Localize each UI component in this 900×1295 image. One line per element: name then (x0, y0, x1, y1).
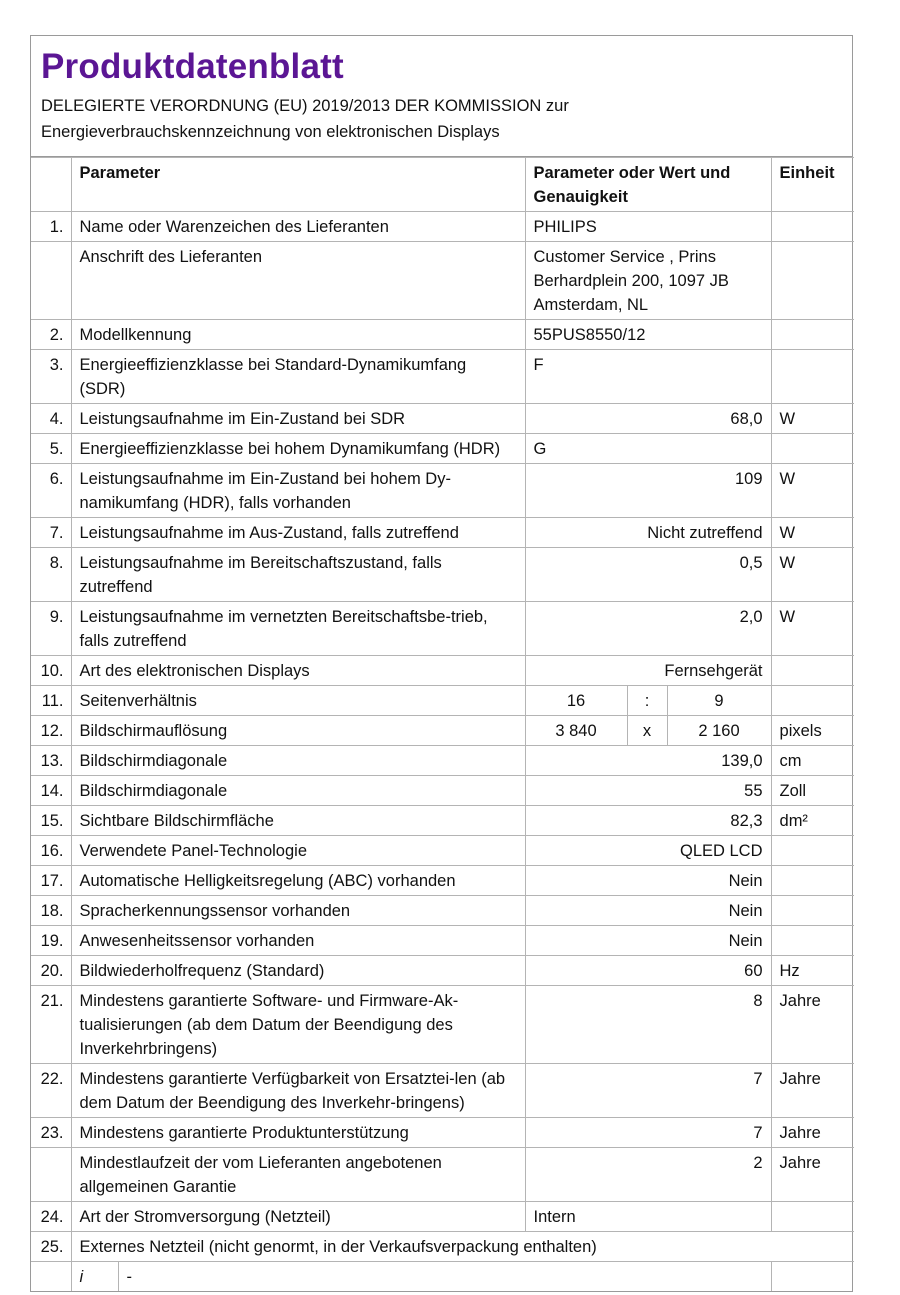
row-parameter: Energieeffizienzklasse bei Standard-Dynamikumfang (SDR) (71, 350, 525, 404)
row-parameter: Externes Netzteil (nicht genormt, in der Verkaufsverpackung enthalten) (71, 1232, 854, 1262)
row-parameter: Bildwiederholfrequenz (Standard) (71, 956, 525, 986)
row-unit: Jahre (771, 1118, 854, 1148)
row-parameter: Leistungsaufnahme im vernetzten Bereitschaftsbe-trieb, falls zutreffend (71, 602, 525, 656)
row-number: 12. (31, 716, 71, 746)
row-parameter: Bildschirmauflösung (71, 716, 525, 746)
row-value: 60 (525, 956, 771, 986)
subtitle-line-1: DELEGIERTE VERORDNUNG (EU) 2019/2013 DER KOMMISSION zur (41, 97, 569, 115)
row-value-second: 9 (667, 686, 771, 716)
row-number: 9. (31, 602, 71, 656)
table-row (31, 518, 854, 548)
row-unit (771, 434, 854, 464)
table-row (31, 434, 854, 464)
row-number: 18. (31, 896, 71, 926)
row-unit: pixels (771, 716, 854, 746)
row-parameter: Leistungsaufnahme im Bereitschaftszustand, falls zutreffend (71, 548, 525, 602)
header-no (31, 158, 71, 212)
table-row (31, 776, 854, 806)
row-unit (771, 1262, 854, 1292)
row-parameter: Mindestlaufzeit der vom Lieferanten angebotenen allgemeinen Garantie (71, 1148, 525, 1202)
table-row (31, 350, 854, 404)
row-unit: Jahre (771, 1148, 854, 1202)
row-parameter: Anschrift des Lieferanten (71, 242, 525, 320)
row-number: 5. (31, 434, 71, 464)
row-parameter: Mindestens garantierte Produktunterstützung (71, 1118, 525, 1148)
row-unit (771, 242, 854, 320)
row-value: 55PUS8550/12 (525, 320, 771, 350)
header-unit: Einheit (771, 158, 854, 212)
row-unit: Jahre (771, 986, 854, 1064)
row-parameter: Leistungsaufnahme im Ein-Zustand bei hohem Dy-namikumfang (HDR), falls vorhanden (71, 464, 525, 518)
product-data-sheet (30, 35, 853, 1292)
row-number: 11. (31, 686, 71, 716)
row-unit (771, 656, 854, 686)
row-value: 139,0 (525, 746, 771, 776)
row-number: 10. (31, 656, 71, 686)
row-parameter: Leistungsaufnahme im Aus-Zustand, falls zutreffend (71, 518, 525, 548)
table-row (31, 1232, 854, 1262)
row-value: 109 (525, 464, 771, 518)
table-row (31, 548, 854, 602)
row-value-first: 16 (525, 686, 627, 716)
row-parameter: Mindestens garantierte Software- und Firmware-Ak-tualisierungen (ab dem Datum der Beendigung des Inverkehrbringens) (71, 986, 525, 1064)
table-row (31, 1262, 854, 1292)
table-row (31, 956, 854, 986)
row-value: Nein (525, 926, 771, 956)
row-parameter: Energieeffizienzklasse bei hohem Dynamikumfang (HDR) (71, 434, 525, 464)
row-value: Nein (525, 896, 771, 926)
table-row (31, 320, 854, 350)
row-parameter: Modellkennung (71, 320, 525, 350)
table-row (31, 986, 854, 1064)
table-row (31, 866, 854, 896)
table-row (31, 656, 854, 686)
subtitle-line-2: Energieverbrauchskennzeichnung von elektronischen Displays (41, 123, 500, 141)
row-parameter: Bildschirmdiagonale (71, 776, 525, 806)
row-number: 2. (31, 320, 71, 350)
row-value: Intern (525, 1202, 771, 1232)
row-number: 23. (31, 1118, 71, 1148)
table-row (31, 746, 854, 776)
row-unit: Hz (771, 956, 854, 986)
row-number: 4. (31, 404, 71, 434)
row-unit: cm (771, 746, 854, 776)
table-row (31, 836, 854, 866)
row-parameter: Bildschirmdiagonale (71, 746, 525, 776)
row-parameter: Mindestens garantierte Verfügbarkeit von Ersatztei-len (ab dem Datum der Beendigung des Inverkehr-bringens) (71, 1064, 525, 1118)
row-value: 2 (525, 1148, 771, 1202)
row-parameter: Art des elektronischen Displays (71, 656, 525, 686)
row-value: 2,0 (525, 602, 771, 656)
row-value: 68,0 (525, 404, 771, 434)
row-parameter: Leistungsaufnahme im Ein-Zustand bei SDR (71, 404, 525, 434)
table-row (31, 926, 854, 956)
row-parameter: Seitenverhältnis (71, 686, 525, 716)
table-row (31, 1064, 854, 1118)
row-unit: W (771, 464, 854, 518)
row-number: 24. (31, 1202, 71, 1232)
row-value-second: 2 160 (667, 716, 771, 746)
row-value: Nicht zutreffend (525, 518, 771, 548)
row-unit (771, 212, 854, 242)
table-row (31, 896, 854, 926)
row-value: 55 (525, 776, 771, 806)
row-unit: Zoll (771, 776, 854, 806)
row-unit (771, 836, 854, 866)
row-sub-value: - (126, 1268, 132, 1286)
row-value: PHILIPS (525, 212, 771, 242)
row-unit: W (771, 548, 854, 602)
row-unit: Jahre (771, 1064, 854, 1118)
row-value: G (525, 434, 771, 464)
row-number: 19. (31, 926, 71, 956)
table-row (31, 602, 854, 656)
table-row (31, 1202, 854, 1232)
row-parameter: Art der Stromversorgung (Netzteil) (71, 1202, 525, 1232)
row-value-first: 3 840 (525, 716, 627, 746)
row-number: 21. (31, 986, 71, 1064)
table-row (31, 716, 854, 746)
row-number (31, 242, 71, 320)
row-number (31, 1262, 71, 1292)
row-number: 25. (31, 1232, 71, 1262)
row-parameter: Verwendete Panel-Technologie (71, 836, 525, 866)
row-value: 82,3 (525, 806, 771, 836)
table-header-row (31, 158, 854, 212)
row-number: 8. (31, 548, 71, 602)
row-unit (771, 320, 854, 350)
row-number: 17. (31, 866, 71, 896)
sheet-header (31, 36, 852, 157)
row-value-separator: : (627, 686, 667, 716)
table-row (31, 1148, 854, 1202)
row-number: 6. (31, 464, 71, 518)
table-row (31, 212, 854, 242)
row-parameter: Spracherkennungssensor vorhanden (71, 896, 525, 926)
row-number: 1. (31, 212, 71, 242)
row-number: 14. (31, 776, 71, 806)
row-value-separator: x (627, 716, 667, 746)
header-parameter: Parameter (71, 158, 525, 212)
row-unit (771, 926, 854, 956)
row-value: 8 (525, 986, 771, 1064)
row-value: 0,5 (525, 548, 771, 602)
row-unit (771, 1202, 854, 1232)
row-value: QLED LCD (525, 836, 771, 866)
row-unit (771, 350, 854, 404)
row-value: 7 (525, 1118, 771, 1148)
row-unit (771, 866, 854, 896)
row-unit (771, 686, 854, 716)
row-unit: W (771, 404, 854, 434)
row-parameter: Sichtbare Bildschirmfläche (71, 806, 525, 836)
row-value: 7 (525, 1064, 771, 1118)
row-number: 16. (31, 836, 71, 866)
row-value: Fernsehgerät (525, 656, 771, 686)
row-number: 20. (31, 956, 71, 986)
row-parameter: Name oder Warenzeichen des Lieferanten (71, 212, 525, 242)
table-row (31, 242, 854, 320)
row-value: Nein (525, 866, 771, 896)
row-number (31, 1148, 71, 1202)
table-row (31, 464, 854, 518)
row-number: 22. (31, 1064, 71, 1118)
row-value: F (525, 350, 771, 404)
row-sub-label: i (72, 1262, 119, 1291)
table-row (31, 806, 854, 836)
row-parameter: Automatische Helligkeitsregelung (ABC) vorhanden (71, 866, 525, 896)
table-row (31, 686, 854, 716)
table-row (31, 1118, 854, 1148)
row-number: 3. (31, 350, 71, 404)
row-sub-container (71, 1262, 771, 1292)
row-unit (771, 896, 854, 926)
row-unit: W (771, 518, 854, 548)
table-row (31, 404, 854, 434)
row-value: Customer Service , Prins Berhardplein 200, 1097 JB Amsterdam, NL (525, 242, 771, 320)
page-title: Produktdatenblatt (41, 47, 344, 86)
row-number: 13. (31, 746, 71, 776)
row-unit: dm² (771, 806, 854, 836)
data-table (31, 157, 854, 1291)
row-number: 15. (31, 806, 71, 836)
row-parameter: Anwesenheitssensor vorhanden (71, 926, 525, 956)
row-number: 7. (31, 518, 71, 548)
row-unit: W (771, 602, 854, 656)
header-value: Parameter oder Wert und Genauigkeit (525, 158, 771, 212)
